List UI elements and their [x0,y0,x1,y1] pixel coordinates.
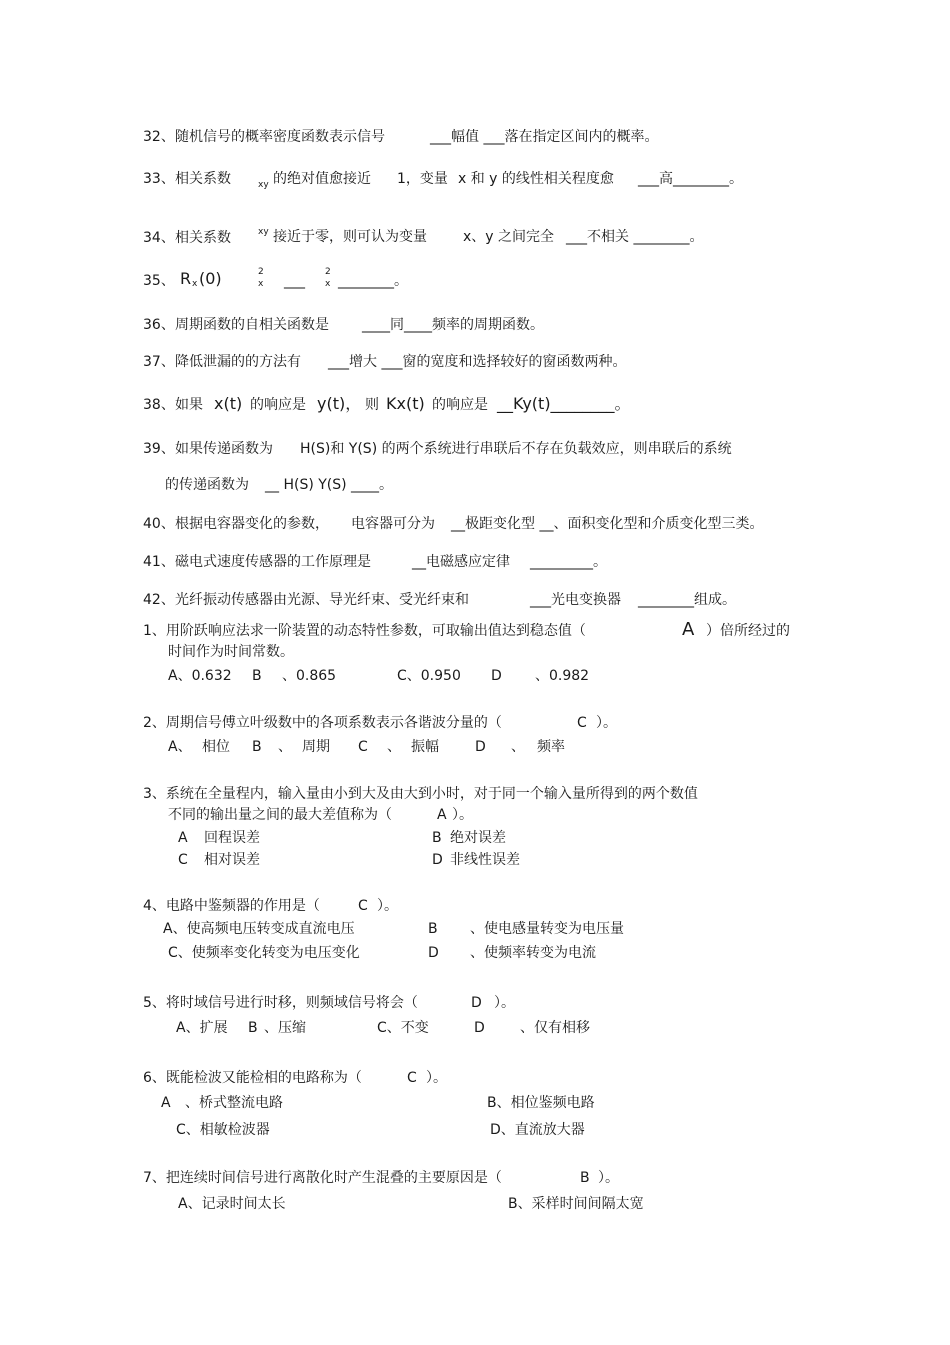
q38-text-3: 则 [365,397,379,413]
c3-option-b: 绝对误差 [450,830,506,846]
c4-option-b-letter: B [428,921,438,937]
q34-number: 34、 [143,230,175,246]
c6-option-d: D、直流放大器 [490,1122,585,1138]
q33-text-2: 的绝对值愈接近 [273,171,371,187]
q36-text: 周期函数的自相关函数是 [175,317,329,333]
c3-option-b-letter: B [432,830,442,846]
q32-number: 32、 [143,129,175,145]
c3-text-2: 不同的输出量之间的最大差值称为（ [168,807,392,823]
c5-option-d-letter: D [474,1020,485,1036]
c4-option-b: 、使电感量转变为电压量 [470,921,624,937]
c1-option-a: A、0.632 [168,668,232,684]
c6-text-2: ）。 [426,1070,447,1086]
c4-text-2: ）。 [377,898,398,914]
c3-text: 3、系统在全量程内，输入量由小到大及由大到小时，对于同一个输入量所得到的两个数值 [143,786,698,802]
q42-answer: ___光电变换器 [530,592,621,608]
q37-number: 37、 [143,354,175,370]
q35-blank-2: ________。 [338,273,408,289]
q39-number: 39、 [143,441,175,457]
c5-option-c: C、不变 [377,1020,429,1036]
c4-answer: C [358,898,368,914]
q41-blank: _________。 [530,554,607,570]
c6-option-a-letter: A [161,1095,171,1111]
q33-number: 33、 [143,171,175,187]
q42-number: 42、 [143,592,175,608]
c2-option-d-sep: 、 [511,739,525,755]
c2-option-a-letter: A、 [168,739,192,755]
q34-text: 相关系数 [175,230,231,246]
q41-number: 41、 [143,554,175,570]
c1-option-b: 、0.865 [282,668,337,684]
q32-answer: ___幅值 ___落在指定区间内的概率。 [430,129,659,145]
c1-text-3: 时间作为时间常数。 [168,644,294,660]
q39-text-3: 的传递函数为 [165,477,249,493]
c6-text: 6、既能检波又能检相的电路称为（ [143,1070,362,1086]
c2-option-b-sep: 、 [278,739,292,755]
q35-number: 35、 [143,273,175,289]
c5-option-a: A、扩展 [176,1020,228,1036]
c6-option-c: C、相敏检波器 [176,1122,270,1138]
q38-kxt: Kx(t) [386,394,425,413]
q38-answer: __Ky(t)________。 [497,394,631,413]
q37-answer: ___增大 ___窗的宽度和选择较好的窗函数两种。 [328,354,627,370]
c2-option-b-letter: B [252,739,262,755]
q41-answer: __电磁感应定律 [412,554,510,570]
q39-text: 如果传递函数为 [175,441,273,457]
q33-answer: ___高________。 [638,171,743,187]
q38-yt: y(t)， [317,394,362,413]
c2-option-d-letter: D [475,739,486,755]
q33-text: 相关系数 [175,171,231,187]
c7-text: 7、把连续时间信号进行离散化时产生混叠的主要原因是（ [143,1170,502,1186]
c2-option-c-sep: 、 [387,739,401,755]
c2-answer: C [577,715,587,731]
q35-sub-2: x [325,279,331,289]
c2-option-c: 振幅 [411,739,439,755]
c2-text: 2、周期信号傅立叶级数中的各项系数表示各谐波分量的（ [143,715,502,731]
c3-option-c-letter: C [178,852,188,868]
c3-answer: A [437,807,447,823]
q39-answer: __ H(S) Y(S) ____。 [265,477,394,493]
c7-option-a: A、记录时间太长 [178,1196,286,1212]
q35-sub-1: x [258,279,264,289]
c7-answer: B [580,1170,590,1186]
q33-text-3: 1，变量 [397,171,448,187]
q40-text-2: 电容器可分为 [351,516,435,532]
q34-answer: ___不相关 ________。 [566,229,704,245]
q38-text-4: 的响应是 [432,397,488,413]
c3-text-3: ）。 [452,807,473,823]
c3-option-d-letter: D [432,852,443,868]
c1-answer: A [682,619,695,640]
c1-option-d-letter: D [491,668,502,684]
q34-text-3: x、y 之间完全 [463,229,555,245]
q36-number: 36、 [143,317,175,333]
c2-option-c-letter: C [358,739,368,755]
q33-rho-subscript: xy [258,180,269,190]
c4-text: 4、电路中鉴频器的作用是（ [143,898,320,914]
q37-text: 降低泄漏的的方法有 [175,354,301,370]
c4-option-a: A、使高频电压转变成直流电压 [163,921,355,937]
q34-text-2: 接近于零，则可认为变量 [273,229,427,245]
c1-option-b-letter: B [252,668,262,684]
c2-option-a: 相位 [202,739,230,755]
q35-R-subscript: x [192,279,198,289]
c4-option-c: C、使频率变化转变为电压变化 [168,945,360,961]
c6-answer: C [407,1070,417,1086]
q38-xt: x(t) [214,394,243,413]
c5-option-b-letter: B [248,1020,258,1036]
q38-text: 如果 [175,397,203,413]
c1-option-c: C、0.950 [397,668,461,684]
q35-blank-1: ___ [284,273,305,289]
q39-text-2: H(S)和 Y(S) 的两个系统进行串联后不存在负载效应，则串联后的系统 [300,441,732,457]
c2-option-b: 周期 [302,739,330,755]
c1-text-2: ）倍所经过的 [706,623,790,639]
c6-option-a: 、桥式整流电路 [185,1095,283,1111]
c1-text: 1、用阶跃响应法求一阶装置的动态特性参数，可取输出值达到稳态值（ [143,623,586,639]
q33-text-4: x 和 y 的线性相关程度愈 [458,171,614,187]
q32-text: 随机信号的概率密度函数表示信号 [175,129,385,145]
q34-rho-superscript: xy [258,227,269,237]
c5-text-2: ）。 [494,995,515,1011]
c5-option-b: 、压缩 [264,1020,306,1036]
c3-option-a: 回程误差 [204,830,260,846]
q42-text-2: ________组成。 [638,592,736,608]
c5-text: 5、将时域信号进行时移，则频域信号将会（ [143,995,418,1011]
q40-answer: __极距变化型 __、面积变化型和介质变化型三类。 [451,516,764,532]
q38-text-2: 的响应是 [250,397,306,413]
c3-option-a-letter: A [178,830,188,846]
q42-text: 光纤振动传感器由光源、导光纤束、受光纤束和 [175,592,469,608]
c4-option-d-letter: D [428,945,439,961]
q40-number: 40、 [143,516,175,532]
q40-text: 根据电容器变化的参数， [175,516,329,532]
c3-option-d: 非线性误差 [450,852,520,868]
c2-option-d: 频率 [537,739,565,755]
q35-R-arg: (0) [199,269,222,288]
q36-answer: ____同____频率的周期函数。 [362,317,544,333]
q35-sup-2: 2 [325,267,331,277]
q35-sup-1: 2 [258,267,264,277]
c5-answer: D [471,995,482,1011]
c2-text-2: ）。 [596,715,617,731]
c5-option-d: 、仅有相移 [520,1020,590,1036]
c4-option-d: 、使频率转变为电流 [470,945,596,961]
c7-text-2: ）。 [598,1170,619,1186]
q38-number: 38、 [143,397,175,413]
q41-text: 磁电式速度传感器的工作原理是 [175,554,371,570]
c6-option-b: B、相位鉴频电路 [487,1095,595,1111]
q35-R: R [180,269,192,288]
c3-option-c: 相对误差 [204,852,260,868]
c7-option-b: B、采样时间间隔太宽 [508,1196,644,1212]
c1-option-d: 、0.982 [535,668,590,684]
